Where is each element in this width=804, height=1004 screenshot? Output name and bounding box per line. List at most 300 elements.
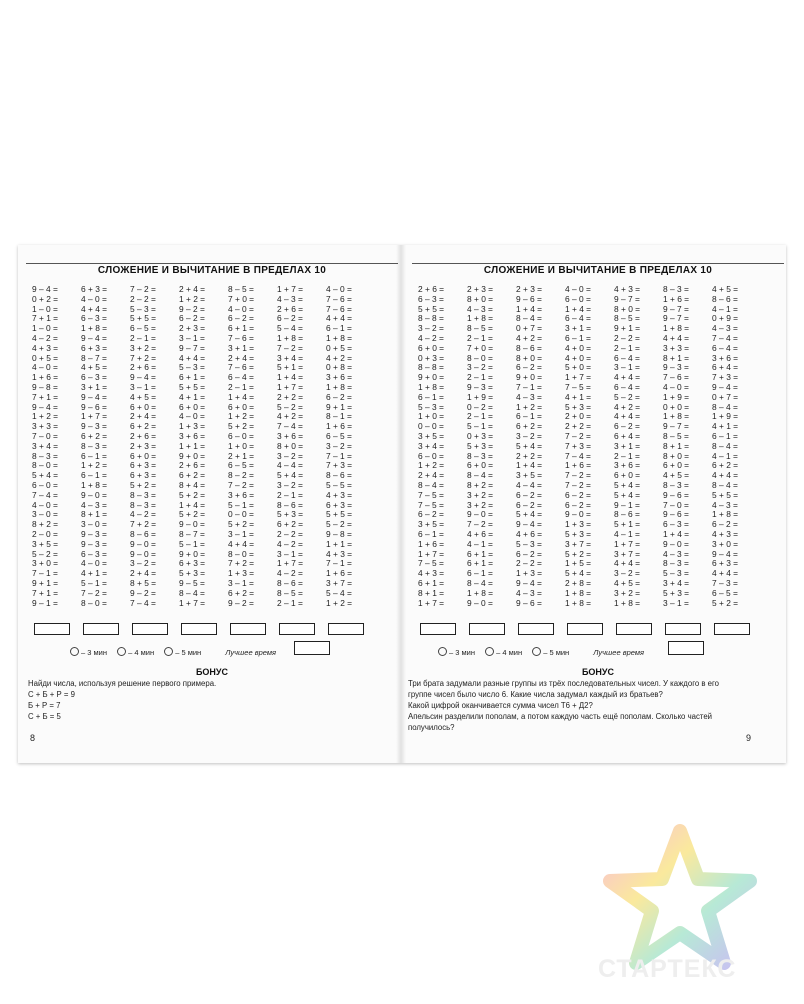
exercise-item: 2 + 3 = xyxy=(130,440,157,451)
exercise-item: 4 – 3 = xyxy=(81,499,107,510)
exercise-item: 4 – 1 = xyxy=(614,528,640,539)
exercise-item: 1 + 8 = xyxy=(277,332,304,343)
bonus-line: Какой цифрой оканчивается сумма чисел Т6 + Д2? xyxy=(408,701,593,710)
exercise-item: 1 + 7 = xyxy=(179,597,206,608)
exercise-item: 5 – 1 = xyxy=(179,538,205,549)
exercise-item: 1 + 8 = xyxy=(663,323,690,334)
exercise-item: 3 + 5 = xyxy=(32,538,59,549)
exercise-item: 4 + 3 = xyxy=(418,568,445,579)
exercise-item: 5 + 4 = xyxy=(277,470,304,481)
exercise-item: 9 – 6 = xyxy=(81,401,107,412)
exercise-item: 5 + 3 = xyxy=(565,401,592,412)
exercise-item: 5 – 5 = xyxy=(326,479,352,490)
exercise-item: 7 – 6 = xyxy=(663,372,689,383)
exercise-item: 6 – 2 = xyxy=(712,519,738,530)
exercise-item: 7 – 5 = xyxy=(418,499,444,510)
exercise-item: 3 + 4 = xyxy=(277,352,304,363)
exercise-item: 5 – 1 = xyxy=(228,499,254,510)
exercise-item: 1 + 2 = xyxy=(228,411,255,422)
exercise-item: 4 + 4 = xyxy=(179,352,206,363)
exercise-item: 5 + 4 = xyxy=(32,470,59,481)
exercise-item: 7 – 6 = xyxy=(326,293,352,304)
exercise-item: 4 + 4 = xyxy=(614,558,641,569)
exercise-item: 6 + 3 = xyxy=(81,284,108,294)
exercise-item: 0 + 8 = xyxy=(326,362,353,373)
exercise-item: 6 + 0 = xyxy=(614,470,641,481)
exercise-item: 1 + 0 = xyxy=(418,411,445,422)
exercise-item: 6 – 4 = xyxy=(565,313,591,324)
exercise-item: 6 – 2 = xyxy=(228,313,254,324)
bonus-title: БОНУС xyxy=(195,667,229,677)
exercise-item: 3 – 2 = xyxy=(614,568,640,579)
exercise-item: 3 + 7 = xyxy=(326,577,353,588)
exercise-item: 1 + 7 = xyxy=(277,381,304,392)
exercise-item: 1 + 1 = xyxy=(179,440,206,451)
exercise-item: 5 + 3 = xyxy=(663,587,690,598)
exercise-item: 1 + 7 = xyxy=(277,558,304,569)
exercise-item: 5 + 2 = xyxy=(228,421,255,432)
exercise-item: 8 – 0 = xyxy=(228,548,254,559)
answer-box[interactable] xyxy=(567,623,603,635)
exercise-item: 1 + 4 = xyxy=(516,303,543,314)
exercise-item: 7 – 2 = xyxy=(277,342,303,353)
exercise-item: 6 + 1 = xyxy=(418,577,445,588)
exercise-item: 0 + 2 = xyxy=(32,293,59,304)
exercise-item: 7 – 6 = xyxy=(326,303,352,314)
bonus-text xyxy=(408,678,770,733)
exercise-item: 3 + 0 = xyxy=(712,538,739,549)
exercise-column xyxy=(467,285,511,608)
exercise-item: 8 – 6 = xyxy=(516,342,542,353)
exercise-item: 0 + 5 = xyxy=(32,352,59,363)
exercise-item: 8 – 6 = xyxy=(277,499,303,510)
exercise-item: 5 + 3 = xyxy=(467,440,494,451)
exercise-item: 3 + 2 = xyxy=(614,587,641,598)
exercise-item: 0 – 0 = xyxy=(418,421,444,432)
exercise-item: 4 + 2 = xyxy=(516,332,543,343)
exercise-item: 8 + 5 = xyxy=(130,577,157,588)
exercise-item: 6 + 2 = xyxy=(130,421,157,432)
exercise-item: 0 + 7 = xyxy=(712,391,739,402)
exercise-item: 1 + 2 = xyxy=(32,411,59,422)
exercise-item: 8 + 0 = xyxy=(516,352,543,363)
exercise-item: 6 + 1 = xyxy=(467,548,494,559)
exercise-item: 4 – 0 = xyxy=(228,303,254,314)
exercise-item: 1 + 3 = xyxy=(228,568,255,579)
answer-box[interactable] xyxy=(665,623,701,635)
exercise-item: 5 – 3 = xyxy=(179,362,205,373)
exercise-item: 9 – 0 = xyxy=(663,538,689,549)
best-time-label: Лучшее время xyxy=(225,648,277,657)
exercise-item: 9 – 0 = xyxy=(179,519,205,530)
exercise-item: 9 – 4 = xyxy=(712,381,738,392)
exercise-item: 5 + 3 = xyxy=(277,509,304,520)
exercise-item: 6 + 2 = xyxy=(277,519,304,530)
exercise-item: 6 – 5 = xyxy=(712,587,738,598)
exercise-item: 7 + 1 = xyxy=(32,587,59,598)
exercise-item: 8 – 5 = xyxy=(663,430,689,441)
happy-face-icon xyxy=(438,647,447,656)
exercise-item: 4 + 2 = xyxy=(277,411,304,422)
exercise-item: 8 – 4 = xyxy=(467,470,493,481)
exercise-item: 8 + 0 = xyxy=(277,440,304,451)
exercise-item: 1 + 8 = xyxy=(326,332,353,343)
answer-box[interactable] xyxy=(328,623,364,635)
exercise-item: 1 + 3 = xyxy=(565,519,592,530)
exercise-item: 3 + 4 = xyxy=(32,440,59,451)
exercise-item: 1 + 8 = xyxy=(467,587,494,598)
exercise-item: 7 – 2 = xyxy=(228,479,254,490)
exercise-item: 8 + 1 = xyxy=(418,587,445,598)
exercise-item: 5 + 1 = xyxy=(277,362,304,373)
exercise-item: 1 + 4 = xyxy=(179,499,206,510)
exercise-item: 2 + 6 = xyxy=(179,460,206,471)
exercise-item: 7 – 4 = xyxy=(130,597,156,608)
exercise-item: 7 – 0 = xyxy=(663,499,689,510)
exercise-item: 2 – 2 = xyxy=(130,293,156,304)
exercise-item: 1 + 2 = xyxy=(418,460,445,471)
exercise-item: 9 – 7 = xyxy=(179,342,205,353)
exercise-item: 4 + 0 = xyxy=(565,352,592,363)
exercise-item: 5 – 3 = xyxy=(418,401,444,412)
exercise-item: 6 + 4 = xyxy=(712,362,739,373)
exercise-item: 2 + 3 = xyxy=(179,323,206,334)
exercise-item: 6 – 4 = xyxy=(614,381,640,392)
exercise-item: 9 – 6 = xyxy=(516,597,542,608)
exercise-item: 5 + 5 = xyxy=(179,381,206,392)
exercise-item: 2 + 3 = xyxy=(516,284,543,294)
exercise-item: 7 + 0 = xyxy=(467,342,494,353)
exercise-item: 9 – 0 = xyxy=(467,509,493,520)
exercise-item: 4 + 1 = xyxy=(179,391,206,402)
exercise-item: 9 + 1 = xyxy=(614,323,641,334)
exercise-item: 5 – 3 = xyxy=(516,538,542,549)
exercise-column xyxy=(418,285,462,608)
exercise-item: 4 – 0 = xyxy=(326,284,352,294)
answer-box[interactable] xyxy=(279,623,315,635)
answer-box[interactable] xyxy=(132,623,168,635)
exercise-item: 8 – 5 = xyxy=(614,313,640,324)
answer-box[interactable] xyxy=(469,623,505,635)
answer-box[interactable] xyxy=(181,623,217,635)
exercise-item: 3 + 6 = xyxy=(179,430,206,441)
exercise-item: 6 – 0 = xyxy=(228,430,254,441)
exercise-item: 4 + 5 = xyxy=(712,284,739,294)
exercise-item: 2 – 2 = xyxy=(614,332,640,343)
exercise-item: 7 – 5 = xyxy=(418,558,444,569)
exercise-item: 5 – 3 = xyxy=(663,568,689,579)
exercise-item: 6 – 1 = xyxy=(712,430,738,441)
exercise-item: 3 + 4 = xyxy=(418,440,445,451)
happy-face-icon xyxy=(70,647,79,656)
bonus-line: Найди числа, используя решение первого примера. xyxy=(28,679,217,688)
exercise-item: 7 + 2 = xyxy=(130,352,157,363)
exercise-item: 1 + 2 = xyxy=(516,401,543,412)
exercise-item: 9 – 0 = xyxy=(130,548,156,559)
exercise-item: 2 + 4 = xyxy=(179,284,206,294)
exercise-item: 9 + 0 = xyxy=(418,372,445,383)
exercise-item: 5 + 1 = xyxy=(614,519,641,530)
exercise-item: 9 – 8 = xyxy=(326,528,352,539)
exercise-item: 2 – 1 = xyxy=(614,450,640,461)
exercise-item: 3 + 3 = xyxy=(663,342,690,353)
answer-box[interactable] xyxy=(230,623,266,635)
exercise-item: 1 + 8 = xyxy=(565,597,592,608)
exercise-item: 2 – 1 = xyxy=(277,597,303,608)
exercise-item: 0 – 0 = xyxy=(228,509,254,520)
exercise-item: 4 + 4 = xyxy=(81,303,108,314)
exercise-item: 1 + 6 = xyxy=(326,568,353,579)
exercise-item: 3 + 3 = xyxy=(32,421,59,432)
exercise-item: 6 + 3 = xyxy=(130,470,157,481)
exercise-columns xyxy=(32,285,392,615)
exercise-item: 8 – 4 = xyxy=(712,401,738,412)
exercise-item: 3 – 2 = xyxy=(277,479,303,490)
exercise-item: 3 – 1 = xyxy=(228,577,254,588)
exercise-item: 8 – 4 = xyxy=(712,440,738,451)
exercise-item: 6 + 3 = xyxy=(179,558,206,569)
timing-3-min: – 3 мин xyxy=(438,647,475,657)
exercise-item: 6 + 3 = xyxy=(326,499,353,510)
exercise-item: 9 – 1 = xyxy=(614,499,640,510)
exercise-item: 4 + 1 = xyxy=(81,568,108,579)
exercise-item: 8 – 4 = xyxy=(418,479,444,490)
exercise-item: 4 – 2 = xyxy=(418,332,444,343)
exercise-item: 5 – 1 = xyxy=(81,577,107,588)
exercise-item: 3 + 6 = xyxy=(712,352,739,363)
exercise-item: 3 + 4 = xyxy=(663,577,690,588)
exercise-item: 1 + 6 = xyxy=(418,538,445,549)
exercise-item: 3 + 7 = xyxy=(614,548,641,559)
exercise-columns xyxy=(418,285,778,615)
exercise-column xyxy=(130,285,174,608)
exercise-item: 2 + 3 = xyxy=(467,284,494,294)
exercise-item: 4 + 6 = xyxy=(516,528,543,539)
exercise-item: 6 + 0 = xyxy=(663,460,690,471)
exercise-item: 9 – 0 = xyxy=(81,489,107,500)
exercise-item: 4 + 1 = xyxy=(565,391,592,402)
exercise-item: 3 + 0 = xyxy=(32,558,59,569)
sad-face-icon xyxy=(532,647,541,656)
exercise-item: 8 – 3 = xyxy=(663,479,689,490)
exercise-item: 4 – 3 = xyxy=(516,391,542,402)
exercise-item: 3 – 2 = xyxy=(326,440,352,451)
exercise-item: 9 – 7 = xyxy=(663,313,689,324)
exercise-item: 3 – 2 = xyxy=(467,362,493,373)
exercise-item: 4 + 4 = xyxy=(326,313,353,324)
exercise-item: 7 – 6 = xyxy=(228,362,254,373)
exercise-item: 4 – 2 = xyxy=(277,538,303,549)
exercise-item: 4 – 3 = xyxy=(467,303,493,314)
exercise-item: 5 + 5 = xyxy=(130,313,157,324)
answer-box[interactable] xyxy=(34,623,70,635)
exercise-column xyxy=(179,285,223,608)
answer-box[interactable] xyxy=(420,623,456,635)
exercise-item: 8 – 8 = xyxy=(418,362,444,373)
answer-boxes xyxy=(418,623,778,639)
exercise-item: 8 + 1 = xyxy=(663,352,690,363)
exercise-item: 9 – 8 = xyxy=(32,381,58,392)
answer-box[interactable] xyxy=(83,623,119,635)
exercise-item: 6 + 1 = xyxy=(467,558,494,569)
exercise-item: 4 – 0 = xyxy=(81,293,107,304)
exercise-item: 9 – 4 = xyxy=(516,577,542,588)
answer-box[interactable] xyxy=(518,623,554,635)
exercise-item: 7 – 2 = xyxy=(81,587,107,598)
exercise-item: 6 – 0 = xyxy=(418,450,444,461)
exercise-item: 6 – 5 = xyxy=(326,430,352,441)
exercise-item: 3 – 1 = xyxy=(663,597,689,608)
exercise-column xyxy=(565,285,609,608)
exercise-item: 9 – 6 = xyxy=(663,509,689,520)
bonus-line: Б + Р = 7 xyxy=(28,701,61,710)
exercise-item: 9 – 2 = xyxy=(179,303,205,314)
exercise-item: 8 – 5 = xyxy=(277,587,303,598)
exercise-item: 4 – 0 = xyxy=(81,558,107,569)
exercise-item: 9 – 5 = xyxy=(179,577,205,588)
exercise-item: 5 + 2 = xyxy=(712,597,739,608)
exercise-item: 1 + 6 = xyxy=(663,293,690,304)
exercise-item: 2 + 0 = xyxy=(565,411,592,422)
exercise-item: 4 + 3 = xyxy=(712,528,739,539)
exercise-item: 6 + 4 = xyxy=(614,430,641,441)
exercise-column xyxy=(516,285,560,608)
best-time-box[interactable] xyxy=(294,641,330,655)
exercise-item: 2 – 0 = xyxy=(32,528,58,539)
exercise-item: 6 – 1 = xyxy=(81,470,107,481)
exercise-item: 6 – 3 = xyxy=(418,293,444,304)
exercise-item: 2 – 1 = xyxy=(614,342,640,353)
exercise-item: 7 – 2 = xyxy=(565,470,591,481)
exercise-item: 4 – 3 = xyxy=(516,587,542,598)
exercise-item: 3 + 6 = xyxy=(277,430,304,441)
exercise-item: 0 – 2 = xyxy=(467,401,493,412)
exercise-item: 6 – 2 = xyxy=(614,421,640,432)
exercise-item: 6 – 4 = xyxy=(712,342,738,353)
exercise-item: 6 – 2 = xyxy=(516,362,542,373)
answer-box[interactable] xyxy=(714,623,750,635)
exercise-item: 7 + 1 = xyxy=(32,313,59,324)
exercise-item: 8 + 1 = xyxy=(663,440,690,451)
bonus-title: БОНУС xyxy=(581,667,615,677)
exercise-item: 4 + 3 = xyxy=(326,489,353,500)
exercise-item: 5 – 2 = xyxy=(614,391,640,402)
exercise-column xyxy=(32,285,76,608)
exercise-item: 7 – 1 = xyxy=(516,381,542,392)
exercise-item: 8 + 0 = xyxy=(663,450,690,461)
exercise-item: 6 + 1 = xyxy=(179,372,206,383)
timing-3-min: – 3 мин xyxy=(70,647,107,657)
exercise-item: 1 + 8 = xyxy=(418,381,445,392)
exercise-item: 7 – 0 = xyxy=(32,430,58,441)
exercise-item: 8 – 7 = xyxy=(81,352,107,363)
exercise-item: 7 – 4 = xyxy=(712,332,738,343)
exercise-item: 6 + 0 = xyxy=(179,401,206,412)
answer-box[interactable] xyxy=(616,623,652,635)
exercise-item: 7 + 1 = xyxy=(32,391,59,402)
exercise-item: 7 – 1 = xyxy=(32,568,58,579)
exercise-item: 4 – 0 = xyxy=(663,381,689,392)
exercise-item: 9 – 4 = xyxy=(130,372,156,383)
exercise-item: 6 + 0 = xyxy=(418,342,445,353)
exercise-item: 5 + 4 = xyxy=(614,479,641,490)
exercise-item: 2 + 8 = xyxy=(565,577,592,588)
bonus-line: группе чисел было число 6. Какие числа задумал каждый из братьев? xyxy=(408,690,663,699)
exercise-item: 8 – 1 = xyxy=(326,411,352,422)
exercise-item: 1 + 8 = xyxy=(712,509,739,520)
exercise-item: 4 + 4 = xyxy=(712,568,739,579)
exercise-item: 2 – 1 = xyxy=(467,372,493,383)
exercise-item: 6 + 2 = xyxy=(516,421,543,432)
exercise-item: 4 – 0 = xyxy=(179,411,205,422)
exercise-item: 7 – 2 = xyxy=(130,284,156,294)
exercise-item: 5 + 2 = xyxy=(130,479,157,490)
exercise-item: 5 + 4 = xyxy=(565,568,592,579)
exercise-item: 1 + 3 = xyxy=(179,421,206,432)
right-page xyxy=(408,255,784,755)
exercise-item: 9 – 7 = xyxy=(614,293,640,304)
exercise-item: 2 – 2 = xyxy=(516,558,542,569)
exercise-item: 3 – 2 = xyxy=(516,430,542,441)
timing-4-min: – 4 мин xyxy=(485,647,522,657)
exercise-item: 1 + 4 = xyxy=(516,460,543,471)
exercise-item: 5 – 1 = xyxy=(467,421,493,432)
timing-legend xyxy=(70,647,390,661)
exercise-item: 8 – 5 = xyxy=(228,284,254,294)
exercise-item: 6 – 1 = xyxy=(467,568,493,579)
exercise-item: 8 – 4 = xyxy=(516,313,542,324)
exercise-item: 3 + 6 = xyxy=(614,460,641,471)
page-number: 9 xyxy=(746,733,752,743)
exercise-item: 4 – 0 = xyxy=(32,499,58,510)
exercise-item: 1 + 5 = xyxy=(565,558,592,569)
bonus-line: С + Б = 5 xyxy=(28,712,61,721)
exercise-item: 5 – 4 = xyxy=(277,323,303,334)
bonus-line: Три брата задумали разные группы из трёх последовательных чисел. У каждого в его xyxy=(408,679,720,688)
exercise-item: 7 – 2 = xyxy=(467,519,493,530)
exercise-item: 9 – 7 = xyxy=(663,303,689,314)
exercise-item: 1 – 0 = xyxy=(32,323,58,334)
exercise-item: 6 – 1 = xyxy=(418,528,444,539)
exercise-item: 8 + 0 = xyxy=(614,303,641,314)
exercise-item: 9 – 3 = xyxy=(663,362,689,373)
best-time-box[interactable] xyxy=(668,641,704,655)
exercise-item: 8 – 2 = xyxy=(228,470,254,481)
exercise-item: 6 – 3 = xyxy=(81,372,107,383)
exercise-item: 7 – 5 = xyxy=(565,381,591,392)
exercise-item: 9 – 3 = xyxy=(467,381,493,392)
exercise-item: 4 – 4 = xyxy=(277,460,303,471)
exercise-item: 3 – 0 = xyxy=(81,519,107,530)
exercise-item: 6 – 2 = xyxy=(179,313,205,324)
exercise-item: 5 – 2 = xyxy=(32,548,58,559)
exercise-item: 5 + 4 = xyxy=(516,440,543,451)
exercise-item: 4 – 3 = xyxy=(712,323,738,334)
bonus-line: получилось? xyxy=(408,723,455,732)
exercise-item: 1 + 9 = xyxy=(712,411,739,422)
exercise-item: 5 + 0 = xyxy=(565,362,592,373)
exercise-item: 8 – 4 = xyxy=(712,479,738,490)
exercise-item: 7 + 3 = xyxy=(326,460,353,471)
exercise-item: 0 + 3 = xyxy=(467,430,494,441)
exercise-item: 9 + 1 = xyxy=(32,577,59,588)
exercise-item: 8 + 4 = xyxy=(179,479,206,490)
exercise-item: 4 + 3 = xyxy=(614,284,641,294)
exercise-item: 8 – 3 = xyxy=(467,450,493,461)
exercise-item: 6 + 0 = xyxy=(130,401,157,412)
exercise-item: 6 – 2 = xyxy=(516,499,542,510)
exercise-item: 3 – 1 = xyxy=(277,548,303,559)
